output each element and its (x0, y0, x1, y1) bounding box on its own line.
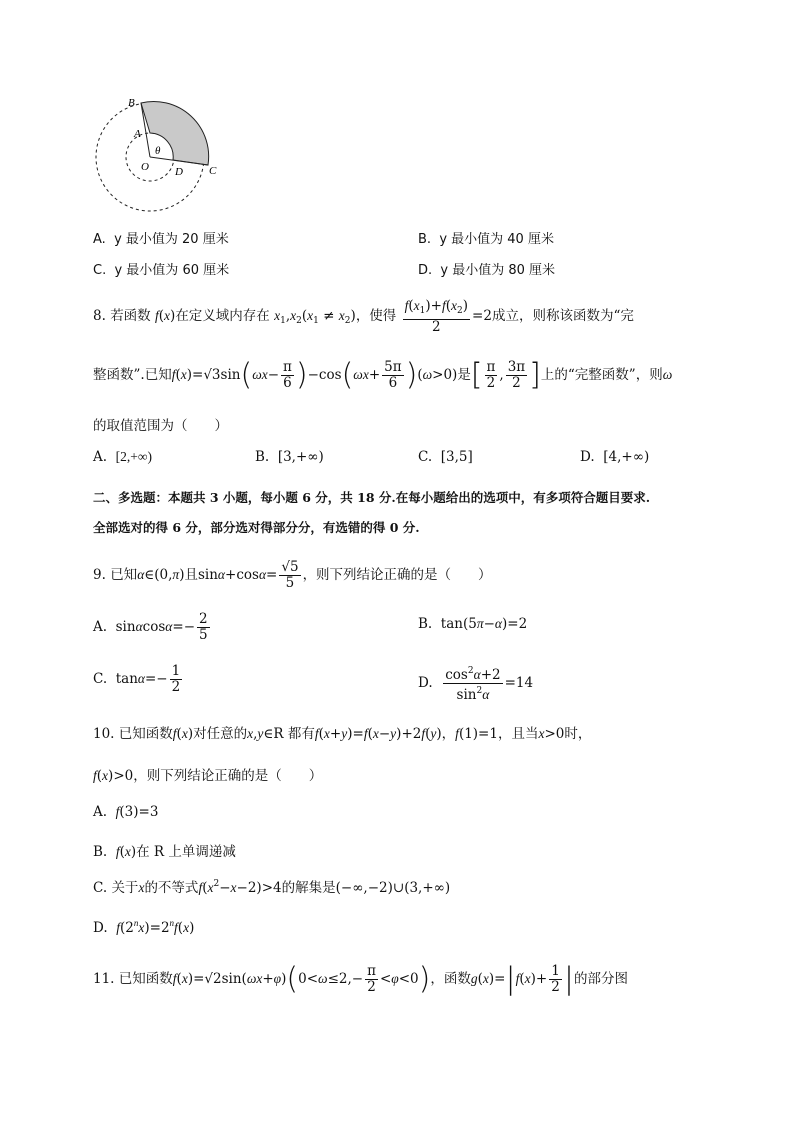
q9-option-d: D. $\frac{\cos^2\alpha+2}{\sin^2\alpha}$ =14 (418, 666, 534, 703)
q8-option-c: C. [3,5] (418, 449, 473, 465)
q8-line-1: 8. 若函数 f(x)在定义域内存在 $x_1,x_2(x_1 \ne x_2)$，使得 $\frac{f(x_1)+f(x_2)}{2}$ =2成立，则称该函数为“完 (93, 298, 634, 335)
section-2-heading: 二、多选题：本题共 3 小题，每小题 6 分，共 18 分.在每小题给出的选项中，有多项符合题目要求. (93, 490, 651, 505)
annulus-sector-figure (90, 92, 230, 222)
section-2-note: 全部选对的得 6 分，部分选对得部分分，有选错的得 0 分. (93, 520, 420, 535)
q9-option-b: B. tan(5π−α)=2 (418, 616, 528, 632)
q9-option-c: C. tanα=− $\frac{1}{2}$ (93, 663, 181, 695)
q7-option-d: D. y 最小值为 80 厘米 (418, 263, 556, 278)
q8-line-3: 的取值范围为（ ） (93, 418, 228, 434)
q8-line-2: 整函数”.已知f(x)=√3sin(ωx− $\frac{\pi}{6}$ )−cos(ωx+ $\frac{5\pi}{6}$ )(ω>0)是[ $\frac{\pi}{2}$ , $\frac{3\pi}{2}$ ]上的“完整函数”，则ω (93, 357, 673, 393)
q10-option-c: C. 关于x的不等式$f(x^2-x-2)>4$的解集是(−∞,−2)∪(3,+∞) (93, 879, 451, 896)
label-C: C (209, 165, 217, 177)
q8-option-a: A. [2,+∞) (93, 449, 152, 465)
label-D: D (175, 166, 183, 178)
q7-option-b: B. y 最小值为 40 厘米 (418, 232, 554, 247)
q9-option-a: A. sinαcosα=− $\frac{2}{5}$ (93, 611, 208, 643)
q10-option-a: A. f(3)=3 (93, 804, 159, 820)
label-B: B (128, 97, 135, 109)
q10-option-d: D. $f(2^nx)=2^nf(x)$ (93, 918, 195, 936)
q10-option-b: B. f(x)在 R 上单调递减 (93, 844, 236, 860)
q8-option-d: D. [4,+∞) (580, 449, 650, 465)
label-O: O (141, 161, 149, 173)
label-theta: θ (155, 145, 161, 157)
q9-stem: 9. 已知α∈(0,π)且sinα+cosα= $\frac{√5}{5}$ ，则下列结论正确的是（ ） (93, 559, 492, 591)
q8-option-b: B. [3,+∞) (255, 449, 324, 465)
q10-stem-line-1: 10. 已知函数f(x)对任意的x,y∈R 都有f(x+y)=f(x−y)+2f(y)，f(1)=1，且当x>0时， (93, 726, 592, 742)
q11-stem: 11. 已知函数f(x)=√2sin(ωx+φ)(0<ω≤2,− $\frac{\pi}{2}$ <φ<0)，函数g(x)=|f(x)+ $\frac{1}{2}$ |的部分图 (93, 961, 628, 997)
q7-option-a: A. y 最小值为 20 厘米 (93, 232, 229, 247)
q7-option-c: C. y 最小值为 60 厘米 (93, 263, 230, 278)
q10-stem-line-2: f(x)>0，则下列结论正确的是（ ） (93, 768, 323, 784)
label-A: A (134, 128, 141, 140)
